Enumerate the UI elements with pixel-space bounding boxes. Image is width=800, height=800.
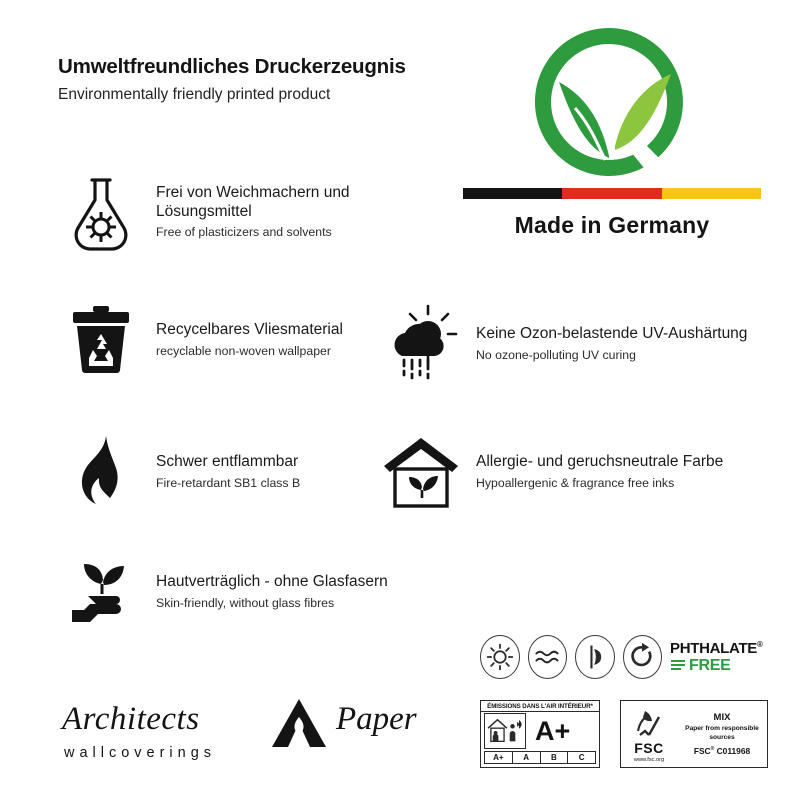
indoor-air-emissions-label [480, 700, 600, 768]
emissions-scale-item: B [541, 752, 569, 763]
recycle-bin-icon [58, 296, 144, 382]
lightfast-sun-icon [480, 635, 520, 679]
feature-label-de: Keine Ozon-belastende UV-Aushärtung [476, 325, 748, 343]
fsc-code: FSC® C011968 [693, 745, 751, 756]
phthalate-label: PHTHALATE® [670, 639, 763, 657]
brand-subtitle: wallcoverings [64, 745, 217, 761]
feature-text [144, 572, 388, 609]
emissions-title: ÉMISSIONS DANS L'AIR INTÉRIEUR* [481, 701, 599, 712]
feature-label-en: recyclable non-woven wallpaper [156, 343, 331, 358]
sun-cloud-rain-icon [378, 300, 464, 386]
fsc-name: FSC [634, 740, 664, 756]
fsc-url: www.fsc.org [633, 757, 665, 763]
feature-fire-retardant [58, 428, 388, 514]
feature-text [144, 183, 388, 240]
feature-hypoallergenic [378, 428, 778, 514]
feature-text [144, 452, 300, 489]
flame-icon [58, 428, 144, 514]
phthalate-free-label: FREE [689, 656, 731, 674]
feature-label-de: Allergie- und geruchsneutrale Farbe [476, 453, 724, 471]
fsc-description: Paper from responsible sources [685, 725, 759, 741]
brand-a-mark-icon [270, 697, 328, 749]
feature-label-en: No ozone-polluting UV curing [476, 347, 636, 362]
brand-logo [58, 695, 448, 775]
emissions-grade: A+ [535, 715, 571, 746]
emissions-scale [484, 751, 596, 764]
brand-name-architects: Architects [62, 701, 200, 737]
page-title-de: Umweltfreundliches Druckerzeugnis [58, 55, 406, 78]
feature-label-en: Free of plasticizers and solvents [156, 225, 332, 240]
leaf-lines-icon [670, 659, 686, 673]
emissions-scale-item: C [578, 753, 585, 762]
made-in-germany-caption: Made in Germany [514, 212, 710, 238]
flag-stripe-gold [662, 188, 761, 199]
feature-label-de: Frei von Weichmachern und Lösungsmittel [156, 183, 350, 220]
emissions-scale-item: A [513, 752, 541, 763]
feature-recyclable [58, 296, 388, 382]
feature-no-ozone [378, 300, 768, 386]
fsc-claim-block [677, 701, 767, 767]
emissions-scale-item: A+ [485, 752, 513, 763]
washable-waves-icon [528, 635, 568, 679]
flag-stripe-black [463, 188, 562, 199]
feature-label-de: Recycelbares Vliesmaterial [156, 321, 343, 339]
german-flag-bar [463, 188, 761, 199]
feature-label-en: Skin-friendly, without glass fibres [156, 595, 335, 610]
fsc-tree-checkmark-icon [632, 705, 666, 739]
brand-name-paper: Paper [336, 701, 417, 737]
feature-text [464, 324, 747, 361]
page-title [58, 55, 488, 104]
feature-label-de: Schwer entflammbar [156, 453, 299, 471]
phthalate-free-badge [670, 635, 770, 679]
certification-icon-strip [480, 634, 770, 680]
feature-label-en: Fire-retardant SB1 class B [156, 475, 301, 490]
feature-skin-friendly [58, 548, 403, 634]
recycle-arrow-icon [623, 635, 663, 679]
house-leaf-icon [378, 428, 464, 514]
feature-label-en: Hypoallergenic & fragrance free inks [476, 475, 675, 490]
flask-icon [58, 168, 144, 254]
green-leaf-circle-logo [531, 24, 687, 180]
emissions-pictogram-icon [484, 713, 526, 749]
made-in-germany-block [463, 24, 763, 254]
feature-text [144, 320, 343, 357]
emissions-body [481, 712, 599, 750]
phthalate-free-row [670, 658, 770, 674]
hand-leaf-icon [58, 548, 144, 634]
fsc-mix-label: MIX [713, 712, 731, 724]
flag-stripe-red [562, 188, 661, 199]
fsc-logo-block [621, 701, 677, 767]
feature-label-de: Hautverträglich - ohne Glasfasern [156, 573, 388, 591]
feature-text [464, 452, 723, 489]
fsc-certificate-label [620, 700, 768, 768]
strippable-icon [575, 635, 615, 679]
page-title-en: Environmentally friendly printed product [58, 85, 331, 103]
feature-plasticizers [58, 168, 388, 254]
